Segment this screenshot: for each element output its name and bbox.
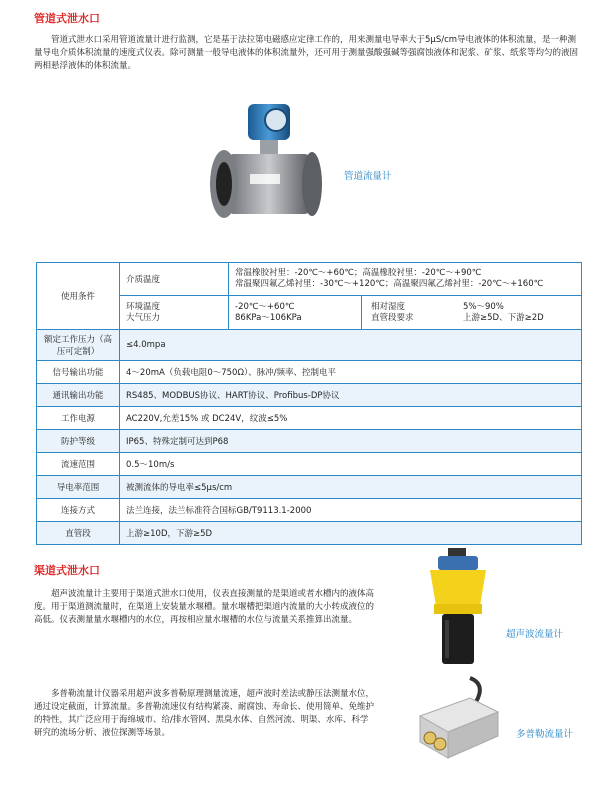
protection-label: 防护等级 [37,430,120,453]
connection-label: 连接方式 [37,499,120,522]
doppler-flowmeter-image [400,676,510,766]
env-conditions-labels: 环境温度 大气压力 [120,296,229,330]
spec-table [36,262,582,545]
power-value: AC220V,允差15% 或 DC24V，纹波≤5% [120,407,582,430]
rated-pressure-value: ≤4.0mpa [120,330,582,361]
conductivity-label: 导电率范围 [37,476,120,499]
comm-output-label: 通讯输出功能 [37,384,120,407]
medium-temp-value: 常温橡胶衬里：-20℃～+60℃；高温橡胶衬里：-20℃～+90℃ 常温聚四氟乙烯衬里：-30℃～+120℃；高温聚四氟乙烯衬里：-20℃～+160℃ [229,263,582,296]
conductivity-value: 被测流体的导电率≤5μs/cm [120,476,582,499]
pipe-flowmeter-image [200,96,330,232]
speed-range-value: 0.5～10m/s [120,453,582,476]
ultrasonic-description: 超声波流量计主要用于渠道式泄水口使用，仪表直接测量的是渠道或者水槽内的液体高度。用于渠道测流量时，在渠道上安装量水堰槽。量水堰槽把渠道内流量的大小转成液位的高低。仪表测量量水堰槽内的水位，再按相应量水堰槽的水位与流量关系推算出流量。 [34,589,375,625]
doppler-flowmeter-caption: 多普勒流量计 [516,729,574,740]
signal-output-label: 信号输出功能 [37,361,120,384]
signal-output-value: 4～20mA（负载电阻0～750Ω）、脉冲/频率、控制电平 [120,361,582,384]
straight-pipe-label: 直管段 [37,522,120,545]
straight-pipe-value: 上游≥10D，下游≥5D [120,522,582,545]
comm-output-value: RS485、MODBUS协议、HART协议、Profibus-DP协议 [120,384,582,407]
ultrasonic-flowmeter-image [418,548,498,672]
humidity-cell: 相对湿度 直管段要求 5%～90% 上游≥5D、下游≥2D [362,296,582,330]
protection-value: IP65、特殊定制可达到P68 [120,430,582,453]
connection-value: 法兰连接，法兰标准符合国标GB/T9113.1-2000 [120,499,582,522]
ultrasonic-flowmeter-caption: 超声波流量计 [506,629,564,640]
rated-pressure-label: 额定工作压力（高压可定制） [37,330,120,361]
speed-range-label: 流速范围 [37,453,120,476]
power-label: 工作电源 [37,407,120,430]
section-title-pipe: 管道式泄水口 [34,12,100,25]
pipe-description: 管道式泄水口采用管道流量计进行监测，它是基于法拉第电磁感应定律工作的，用来测量电导率大于5μS/cm导电液体的体积流量，是一种测量导电介质体积流量的速度式仪表。除可测量一般导电液体的体积流量外，还可用于测量强酸强碱等强腐蚀液体和泥浆、矿浆、纸浆等均匀的液固两相悬浮液体的体积流量。 [34,35,579,71]
medium-temp-label: 介质温度 [120,263,229,296]
section-title-channel: 渠道式泄水口 [34,564,100,577]
doppler-description: 多普勒流量计仪器采用超声波多普勒原理测量流速，超声波时差法或静压法测量水位，通过设定截面，计算流量。多普勒流速仪有结构紧凑、耐腐蚀、寿命长、使用简单、免维护的特性，其广泛应用于海绵城市、给/排水管网、黑臭水体、自然河流、明渠、水库、科学研究的流场分析、液位探测等场景。 [34,689,375,738]
pipe-flowmeter-caption: 管道流量计 [344,171,392,182]
env-conditions-values: -20℃～+60℃ 86KPa～106KPa [229,296,362,330]
usage-conditions-label: 使用条件 [37,263,120,330]
